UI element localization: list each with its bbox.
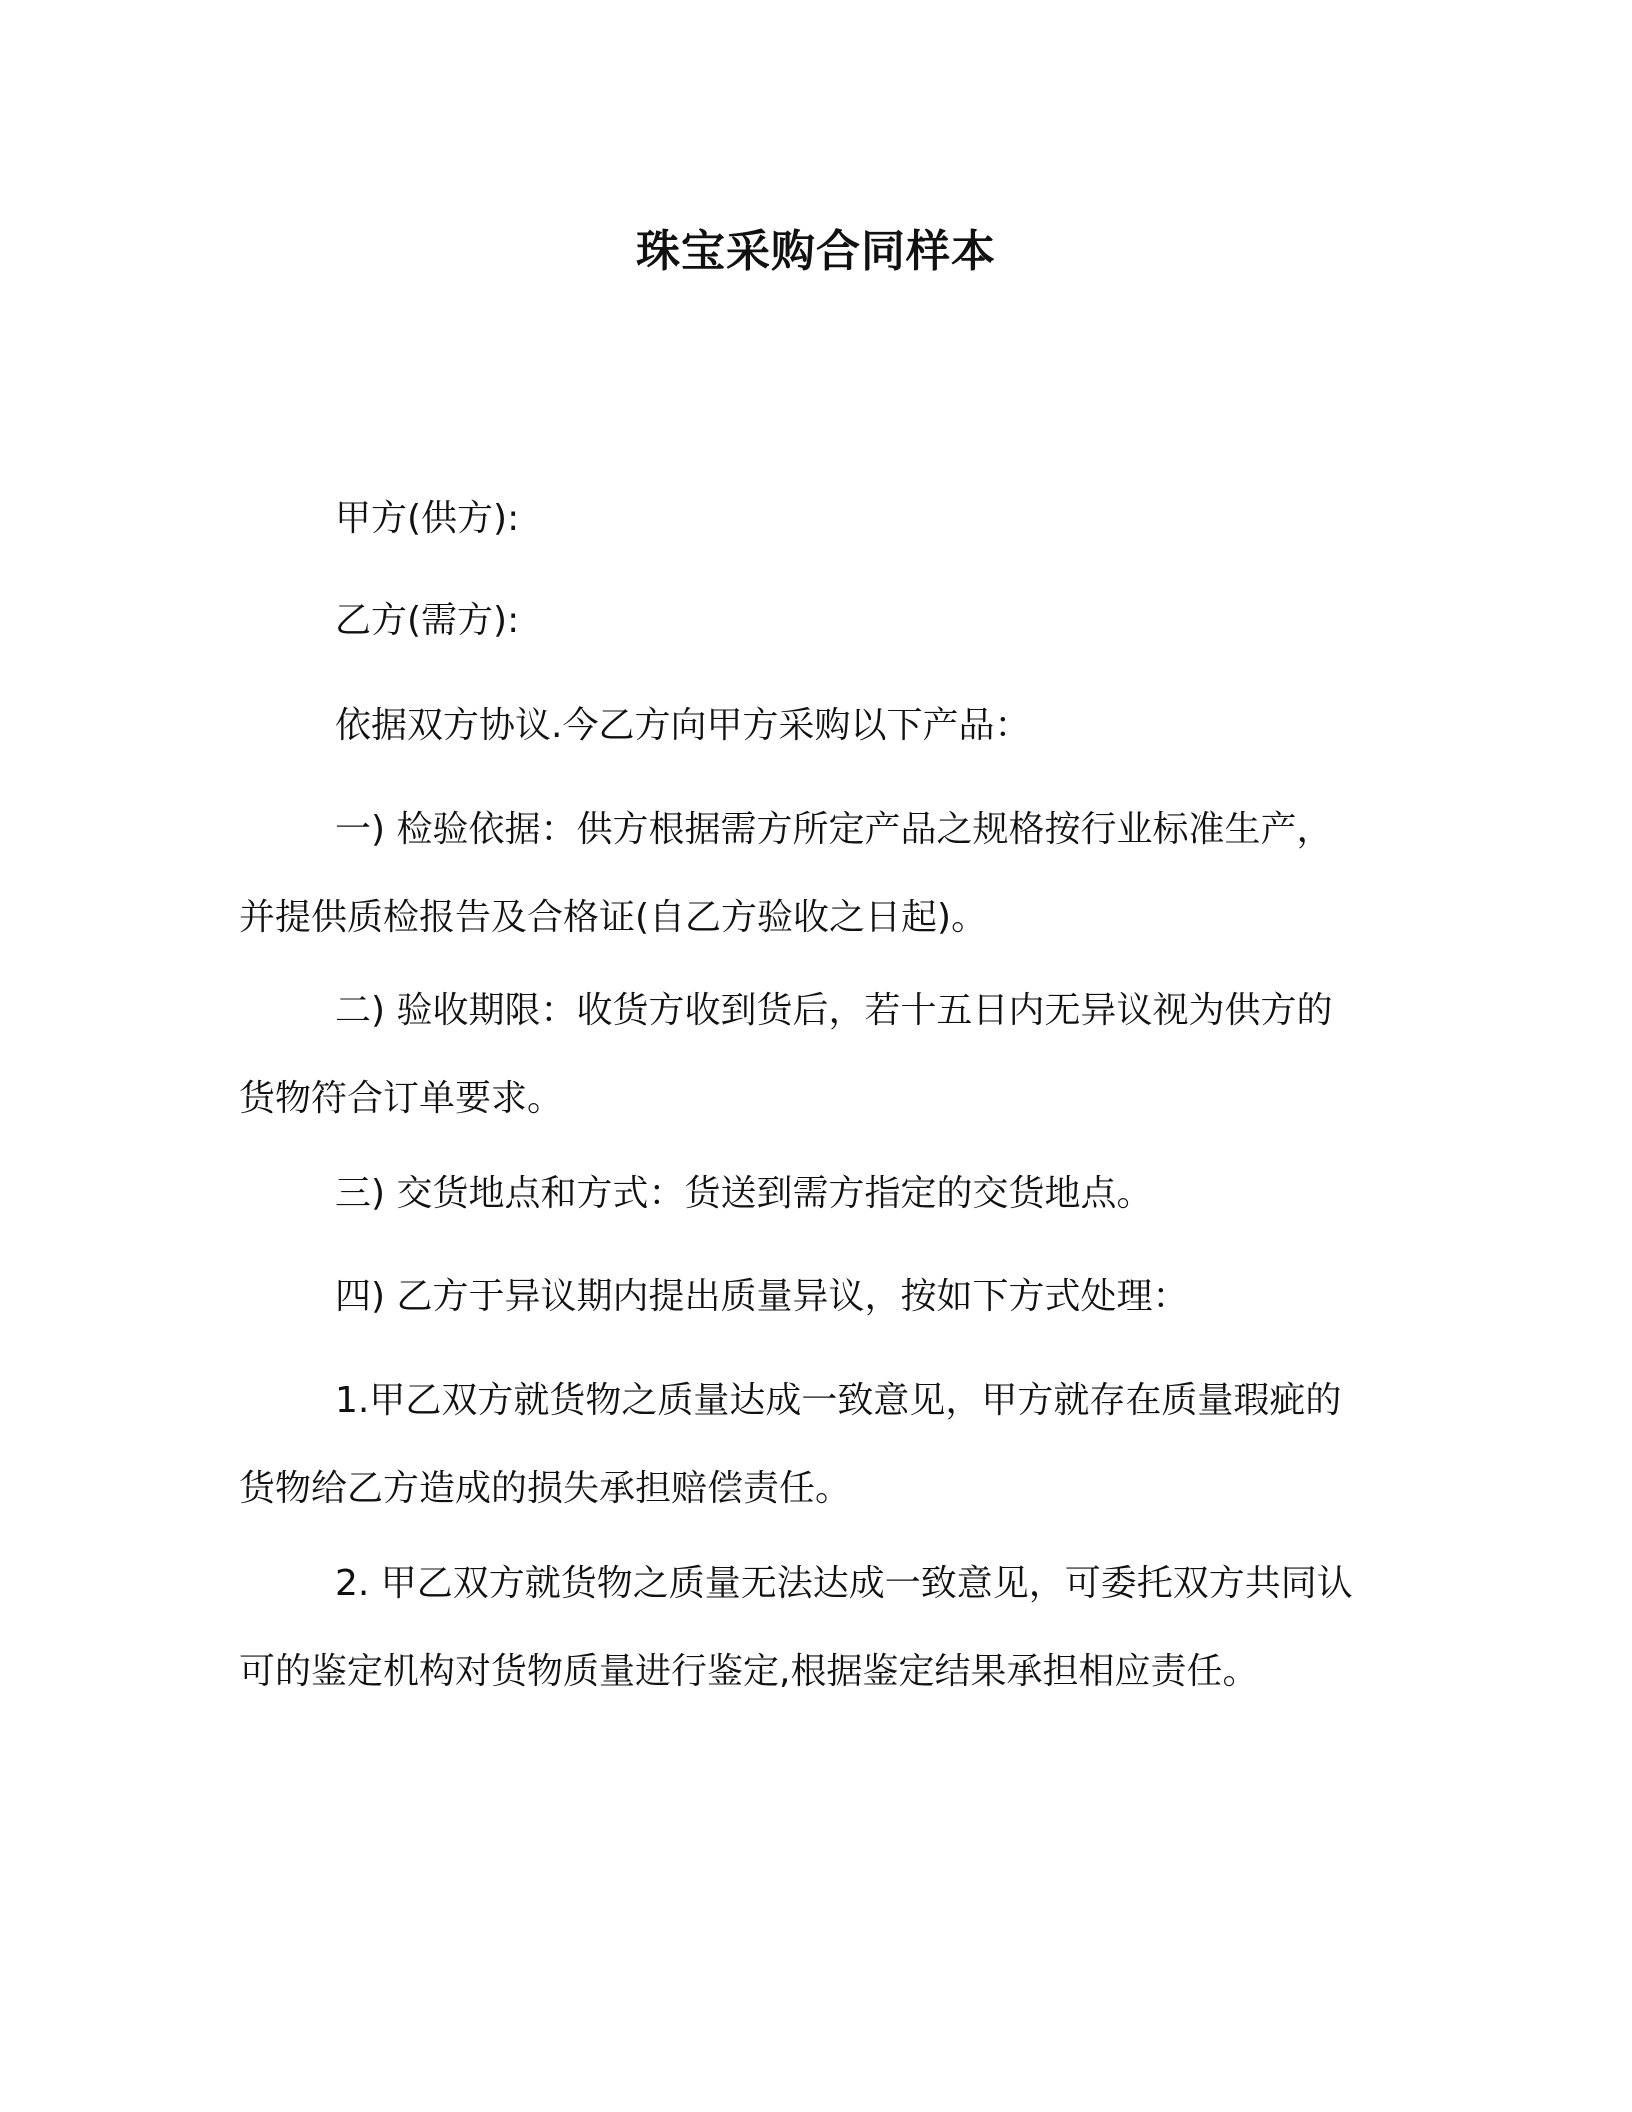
clause-3-text: 三) 交货地点和方式：货送到需方指定的交货地点。	[335, 1173, 1153, 1214]
document-title: 珠宝采购合同样本	[636, 226, 996, 277]
clause-2-paragraph	[239, 967, 1399, 1143]
clause-1-line-2: 并提供质检报告及合格证(自乙方验收之日起)。	[239, 897, 988, 938]
item-2-paragraph	[239, 1540, 1399, 1716]
clause-2-line-1: 二) 验收期限：收货方收到货后，若十五日内无异议视为供方的	[335, 990, 1333, 1031]
party-a-line	[239, 475, 1399, 563]
party-b-label: 乙方(需方):	[335, 600, 520, 641]
clause-2-line-2: 货物符合订单要求。	[239, 1078, 564, 1119]
clause-4-paragraph	[239, 1253, 1399, 1341]
intro-paragraph	[239, 682, 1399, 770]
intro-text: 依据双方协议.今乙方向甲方采购以下产品：	[335, 705, 1031, 746]
item-1-line-2: 货物给乙方造成的损失承担赔偿责任。	[239, 1468, 852, 1509]
item-2-line-1: 2. 甲乙双方就货物之质量无法达成一致意见，可委托双方共同认	[335, 1563, 1353, 1604]
clause-4-text: 四) 乙方于异议期内提出质量异议，按如下方式处理：	[335, 1276, 1189, 1317]
clause-1-line-1: 一) 检验依据：供方根据需方所定产品之规格按行业标准生产，	[335, 809, 1333, 850]
item-2-line-2: 可的鉴定机构对货物质量进行鉴定,根据鉴定结果承担相应责任。	[239, 1651, 1259, 1692]
clause-1-paragraph	[239, 786, 1399, 962]
item-1-paragraph	[239, 1357, 1399, 1533]
clause-3-paragraph	[239, 1150, 1399, 1238]
party-b-line	[239, 577, 1399, 665]
item-1-line-1: 1.甲乙双方就货物之质量达成一致意见，甲方就存在质量瑕疵的	[335, 1380, 1342, 1421]
party-a-label: 甲方(供方):	[335, 498, 520, 539]
